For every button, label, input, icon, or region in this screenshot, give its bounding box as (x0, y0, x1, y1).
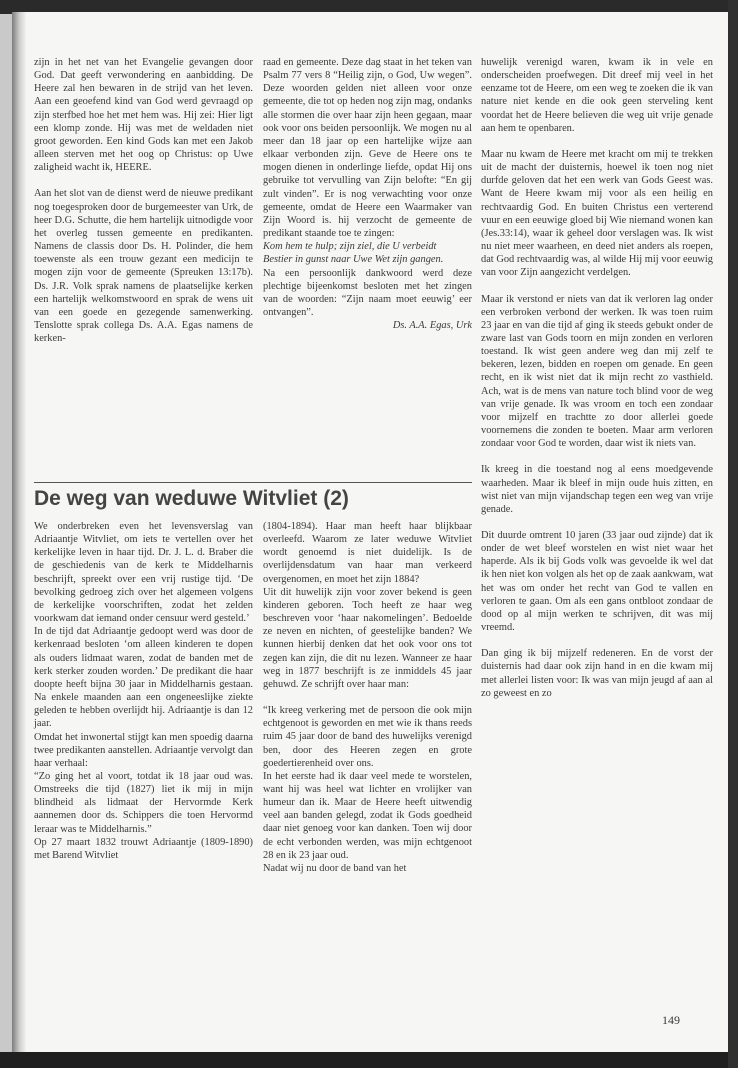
top-left-column (34, 56, 253, 345)
page-number: 149 (662, 1013, 680, 1027)
paragraph: Uit dit huwelijk zijn voor zover bekend is geen kinderen geboren. Toch heeft ze haar weg beschreven voor ‘haar nakomelingen’. Bedoelde ze neven en nichten, of geestelijke banden? We kunnen hierbij denken dat het ook voor ons tot zegen kan zijn, die dit nu lezen. Wanneer ze haar weg in 1877 beschrijft is ze inmiddels 45 jaar gehuwd. Ze schrijft over haar man: (263, 586, 472, 690)
paragraph: We onderbreken even het levensverslag van Adriaantje Witvliet, om iets te vertellen over het kerkelijke leven in haar tijd. Dr. J. L. d. Braber die de geschiedenis van de kerk te Middelharnis beschrijft, spreekt over een vrij rustige tijd. ‘De bevolking gedroeg zich over het algemeen volgens de kerkelijke voorschriften, zodat het zelden voorkwam dat iemand onder censuur werd gesteld.’ (34, 521, 253, 625)
quote-paragraph: Nadat wij nu door de band van het (263, 862, 407, 874)
paragraph: Omdat het inwonertal stijgt kan men spoedig daarna twee predikanten aanstellen. Adriaantje vervolgt dan haar verhaal: (34, 731, 253, 769)
top-middle-column (263, 56, 472, 332)
psalm-verse: Kom hem te hulp; zijn ziel, die U verbeidt (263, 241, 437, 253)
bottom-middle-column (263, 520, 472, 875)
paragraph: zijn in het net van het Evangelie gevangen door God. Dat geeft verwondering en aanbidding. De Heere zal hen bewaren in de strijd van het leven. Aan een geoefend kind van God werd gevraagd op zijn sterfbed hoe het met hem was. Hij zei: Hier ligt een klomp zonde. Hij was met de weldaden niet groot geworden. Een kind Gods kan met een Jakob alleen sterven met het oog op Christus: op Uwe zaligheid wacht ik, HEERE. (34, 57, 253, 174)
page-spine-shadow (12, 12, 26, 1052)
article-heading: De weg van weduwe Witvliet (2) (34, 487, 349, 510)
bottom-left-column (34, 520, 253, 862)
quote-paragraph: “Zo ging het al voort, totdat ik 18 jaar oud was. Omstreeks die tijd (1827) liet ik mij in mijn blindheid als lidmaat der Hervormde Kerk aannemen door ds. Schippers die toen Hervormd leraar was te Middelharnis.” (34, 770, 253, 835)
paragraph: (1804-1894). Haar man heeft haar blijkbaar overleefd. Waarom ze later weduwe Witvliet wordt genoemd is niet duidelijk. Is de overlijdensdatum van haar man verkeerd overgenomen, en moet het zijn 1884? (263, 521, 472, 585)
section-divider (34, 482, 472, 483)
paragraph: Op 27 maart 1832 trouwt Adriaantje (1809-1890) met Barend Witvliet (34, 836, 253, 861)
quote-paragraph: Maar ik verstond er niets van dat ik verloren lag onder een verbroken verbond der werken. Ik was toen ruim 23 jaar en van die tijd af ging ik steeds gebukt onder de zware last van Gods toorn en mijn zonden en verloren toestand. Ik wist geen andere weg dan mij zelf te bekeren, lezen, bidden en roepen om genade. En geen recht, en ik wist niet dat ik mijn recht zo vasthield. Ach, wat is de mens van nature toch blind voor de weg van vrije genade. Ik was vroom en toch een zondaar voor mijzelf en trachtte zo door allerlei goede voornemens die zonden te boeten. Maar arm verloren zondaar voor God te worden, daar wist ik niets van. (481, 293, 713, 450)
paragraph: raad en gemeente. Deze dag staat in het teken van Psalm 77 vers 8 “Heilig zijn, o God, Uw wegen”. Deze woorden gelden niet alleen voor onze gemeente, die tot op heden nog zijn mag, ondanks alle stormen die over haar zijn heen gegaan, maar ook voor ons beiden persoonlijk. We mogen nu al meer dan 18 jaar op een hartelijke wijze aan elkaar verbonden zijn. Geve de Heere ons te mogen dienen in onderlinge liefde, opdat Hij ons gebruike tot vervulling van Zijn belofte: “En gij zult vinden”. Er is nog verwachting voor onze gemeente, omdat de Heere een Waarmaker van Zijn Woord is. hij verzocht de gemeente de predikant staande toe te zingen: (263, 57, 472, 240)
quote-paragraph: In het eerste had ik daar veel mede te worstelen, want hij was heel wat lichter en vrolijker van humeur dan ik. Maar de Heere heeft uitwendig veel aan banden gelegd, zodat ik Gods goedheid daar niet genoeg voor kan danken. Toen wij door de echt verbonden werden, was mijn echtgenoot 28 en ik 23 jaar oud. (263, 770, 472, 861)
quote-paragraph: Ik kreeg in die toestand nog al eens moedgevende waarheden. Maar ik bleef in mijn oude huis zitten, en wist niet van mijn vijandschap tegen een weg van vrije genade. (481, 464, 713, 515)
scan-border-bottom (0, 1052, 738, 1068)
scan-border-right (728, 0, 738, 1068)
quote-paragraph: “Ik kreeg verkering met de persoon die ook mijn echtgenoot is geworden en met wie ik thans reeds ruim 45 jaar door de band des huwelijks verenigd ben, door des Heeren zegen en grote goedertierenheid over ons. (263, 705, 472, 769)
paragraph: In de tijd dat Adriaantje gedoopt werd was door de kerkenraad besloten ‘om alleen kinderen te dopen als ouders lidmaat waren, zodat de banden met de kerk sterker zouden worden.’ De predikant die haar doopte heeft bijna 30 jaar in Middelharnis gestaan. Na enkele maanden aan een ongeneeslijke ziekte geleden te hebben overlijdt hij. Adriaantje is dan 12 jaar. (34, 626, 253, 730)
author-signature: Ds. A.A. Egas, Urk (392, 320, 472, 332)
quote-paragraph: Dit duurde omtrent 10 jaren (33 jaar oud zijnde) dat ik onder de wet bleef worstelen en wist niet waar het haperde. Als ik bij Gods volk was gevoelde ik wel dat ik hen niet kon volgen als het op de zaak aankwam, wat het was om onder het recht van God te vallen en verloren te gaan. Om als een gans ontbloot zondaar de dood op al mijn werken te schrijven, dit was mij vreemd. (481, 530, 713, 634)
magazine-page (12, 12, 728, 1052)
quote-paragraph: Maar nu kwam de Heere met kracht om mij te trekken uit de macht der duisternis, hoewel ik toen nog niet durfde geloven dat het een werk van Gods Geest was. Want de Heere kwam mij voor als een heilig en rechtvaardig God. En buiten Christus een verterend vuur en een eeuwige gloed bij Wie niemand wonen kan (Jes.33:14), waar ik geheel door verslagen was. Ik wist nu niet meer waarheen, en deed niet anders als roepen, dat God rechtvaardig was, al wilde Hij mij voor eeuwig van voor Zijn aangezicht verdelgen. (481, 148, 713, 279)
paragraph: Na een persoonlijk dankwoord werd deze plechtige bijeenkomst besloten met het zingen van de woorden: “Zijn naam moet eeuwig’ eer ontvangen”. (263, 267, 472, 318)
quote-paragraph: huwelijk verenigd waren, kwam ik in vele en onderscheiden proefwegen. Dit dreef mij veel in het eenzame tot de Heere, om een weg te zoeken die ik van nature niet kende en die ook geen sterveling kent voordat het de Heere believen die weg uit vrije genade aan hem te openbaren. (481, 57, 713, 134)
paragraph: Aan het slot van de dienst werd de nieuwe predikant nog toegesproken door de burgemeester van Urk, de heer D.G. Schutte, die hem hartelijk uitnodigde voor het overleg tussen gemeente en predikanten. Namens de classis door Ds. H. Polinder, die hem toewenste als een trouw gezant een medicijn te mogen zijn voor de gemeente (Spreuken 13:17b). Ds. J.R. Volk sprak namens de plaatselijke kerken een hartelijk welkomstwoord en sprak de wens uit van een goede en gezegende samenwerking. Tenslotte sprak collega Ds. A.A. Egas namens de kerken- (34, 188, 253, 345)
psalm-verse: Bestier in gunst naar Uwe Wet zijn gangen. (263, 254, 444, 266)
quote-paragraph: Dan ging ik bij mijzelf redeneren. En de vorst der duisternis had daar ook zijn hand in en die kwam mij met allerlei listen voor: Ik was van mijn jeugd af aan al zo geweest en zo (481, 648, 713, 699)
right-column (481, 56, 713, 700)
